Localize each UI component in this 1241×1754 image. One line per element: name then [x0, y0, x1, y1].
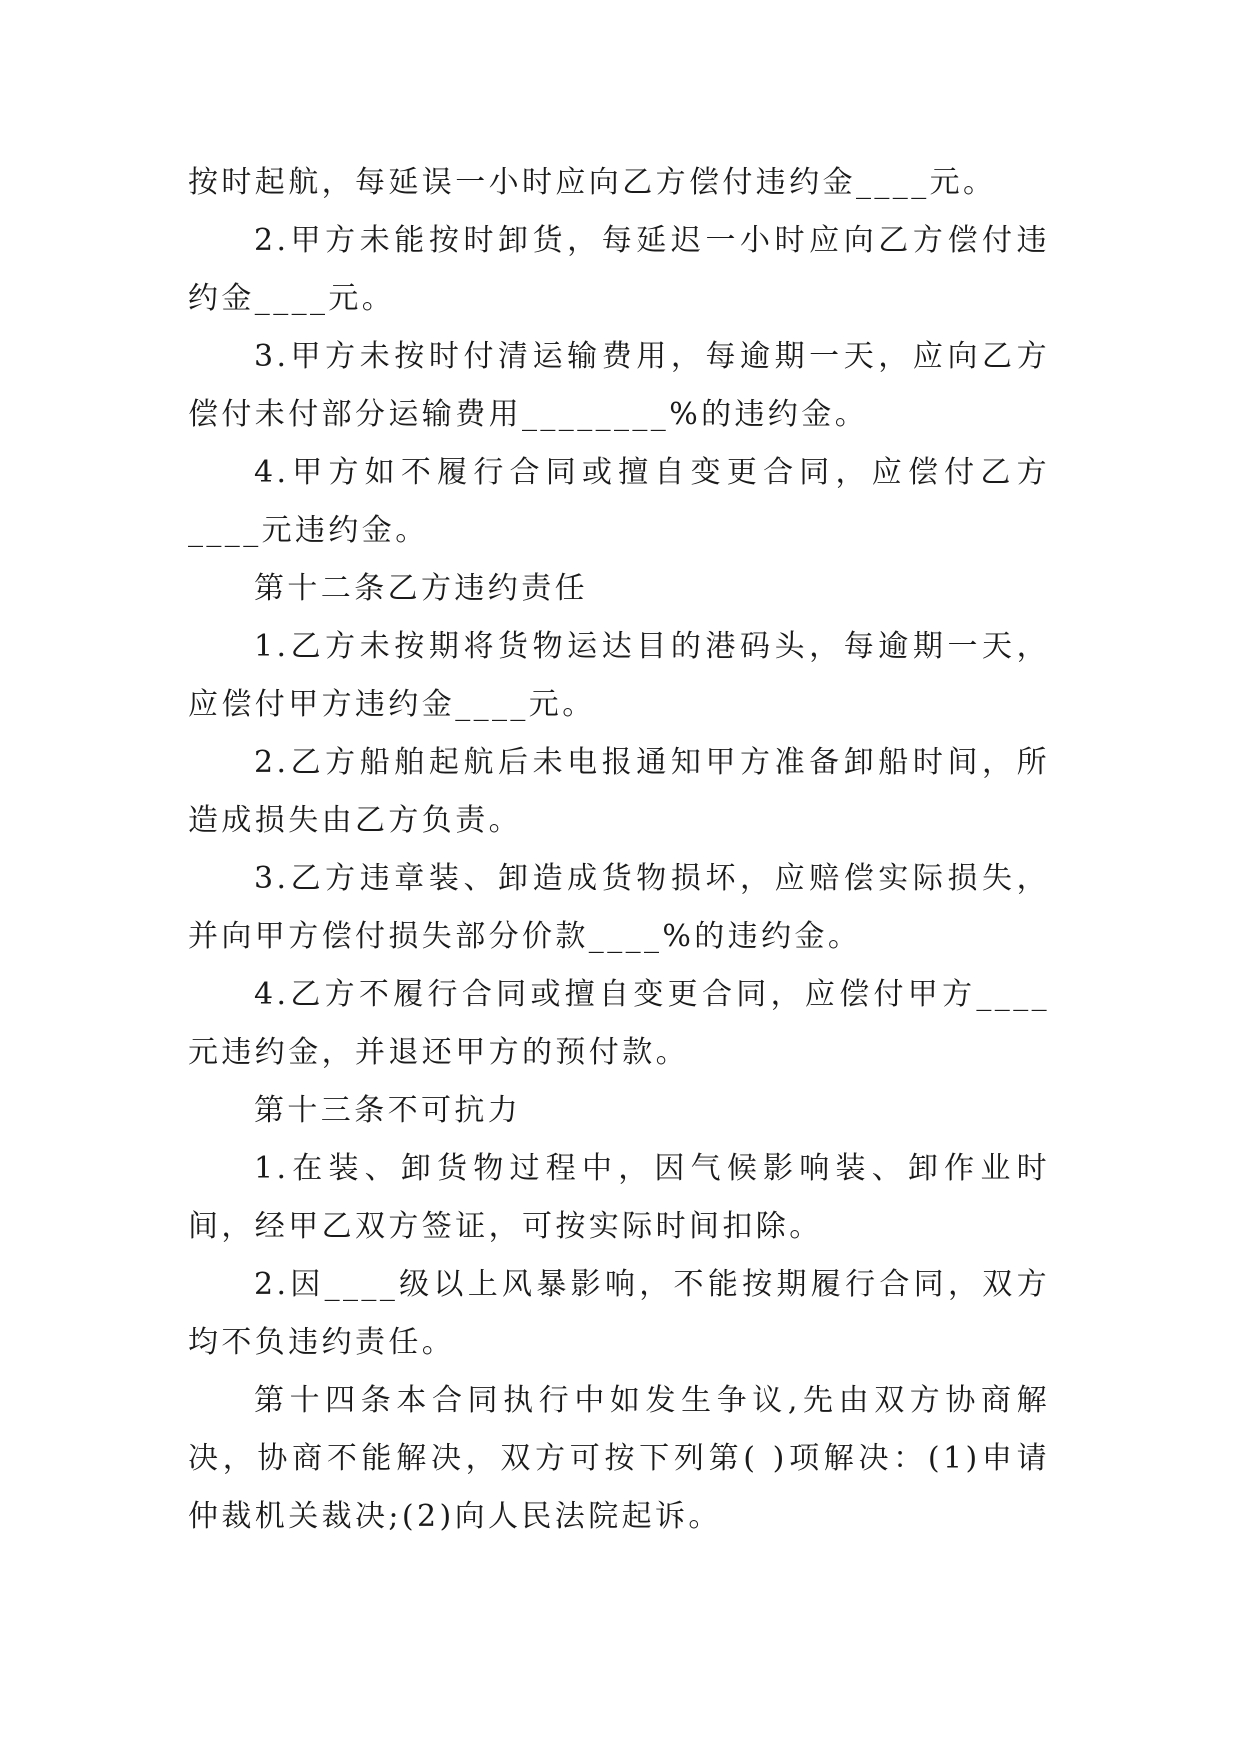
paragraph: 第十四条本合同执行中如发生争议,先由双方协商解决，协商不能解决，双方可按下列第( )项解决：(1)申请仲裁机关裁决;(2)向人民法院起诉。: [188, 1383, 1050, 1534]
document-body: [188, 154, 1050, 1546]
paragraph: 2.甲方未能按时卸货，每延迟一小时应向乙方偿付违约金____元。: [188, 223, 1050, 316]
section-heading: 第十三条不可抗力: [254, 1093, 522, 1128]
paragraph: 2.因____级以上风暴影响，不能按期履行合同，双方均不负违约责任。: [188, 1267, 1050, 1360]
paragraph: 4.甲方如不履行合同或擅自变更合同，应偿付乙方____元违约金。: [188, 455, 1050, 548]
paragraph: 3.甲方未按时付清运输费用，每逾期一天，应向乙方偿付未付部分运输费用________%的违约金。: [188, 339, 1050, 432]
paragraph: 3.乙方违章装、卸造成货物损坏，应赔偿实际损失，并向甲方偿付损失部分价款____%的违约金。: [188, 861, 1050, 954]
paragraph: 1.在装、卸货物过程中，因气候影响装、卸作业时间，经甲乙双方签证，可按实际时间扣除。: [188, 1151, 1050, 1244]
paragraph: 按时起航，每延误一小时应向乙方偿付违约金____元。: [188, 165, 997, 200]
paragraph: 2.乙方船舶起航后未电报通知甲方准备卸船时间，所造成损失由乙方负责。: [188, 745, 1050, 838]
paragraph: 4.乙方不履行合同或擅自变更合同，应偿付甲方____元违约金，并退还甲方的预付款。: [188, 977, 1050, 1070]
paragraph: 1.乙方未按期将货物运达目的港码头，每逾期一天，应偿付甲方违约金____元。: [188, 629, 1050, 722]
section-heading: 第十二条乙方违约责任: [254, 571, 588, 606]
